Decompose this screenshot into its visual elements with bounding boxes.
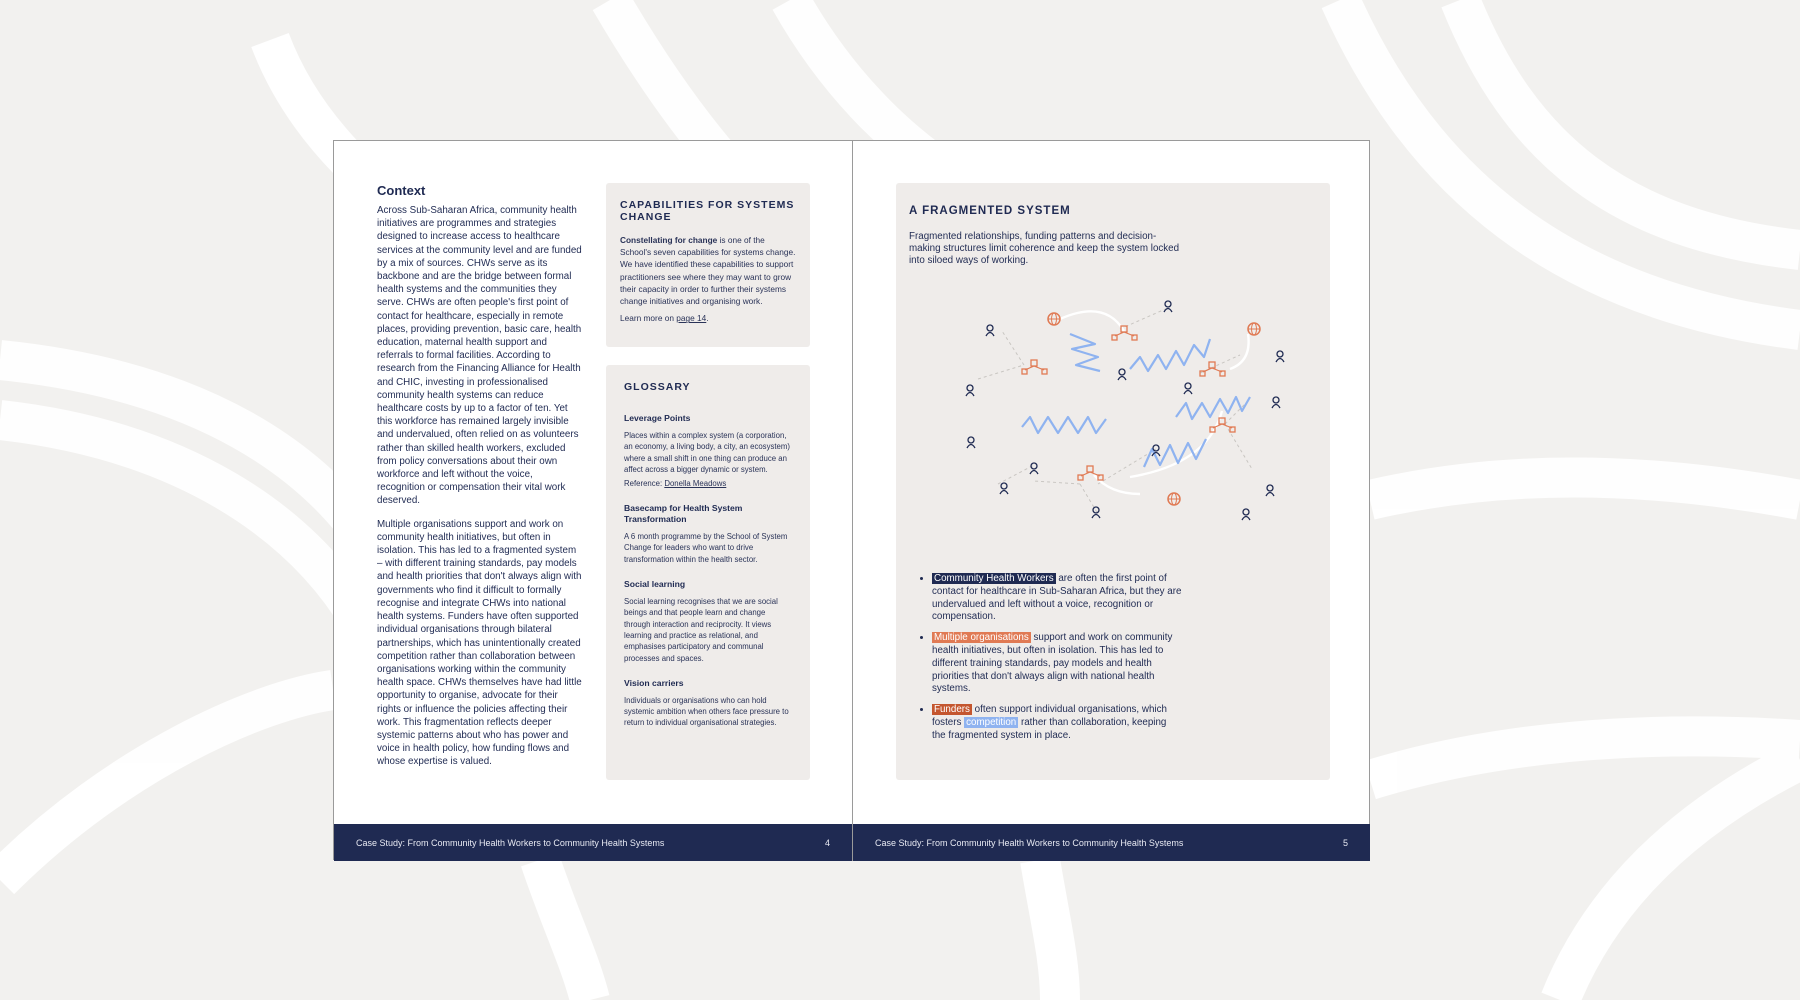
person-icon [1266,485,1274,496]
person-icon [1030,463,1038,474]
page-number: 4 [824,837,830,848]
glossary-term: Leverage Points [624,413,691,423]
context-heading: Context [377,183,426,198]
highlight-chw: Community Health Workers [934,573,1054,584]
document-spread [333,140,1370,860]
capabilities-title: CAPABILITIES FOR SYSTEMS CHANGE [620,199,795,223]
glossary-definition: Places within a complex system (a corporation, an economy, a living body, a city, an ecosystem) where a small shift in one thing can produce an affect across a bigger dynamic or system. [624,431,790,474]
network-icon [1112,326,1137,340]
person-icon [966,385,974,396]
bullet-text: are often the first point of contact for healthcare in Sub-Saharan Africa, but they are undervalued and left without a voice, recognition or compensation. [932,573,1182,623]
globe-icon [1048,313,1060,325]
glossary-item-leverage [624,413,792,488]
bullet-funders [932,704,1182,742]
capabilities-learn-more [620,312,796,324]
footer-right [853,824,1370,861]
globe-icon [1168,493,1180,505]
person-icon [1276,351,1284,362]
person-icon [986,325,994,336]
reference-prefix: Reference: [624,479,665,489]
glossary-item-social-learning [624,579,792,664]
bullet-organisations [932,632,1182,696]
bullet-text: rather than collaboration, keeping the fragmented system in place. [932,716,1167,741]
glossary-definition: Social learning recognises that we are social beings and that people learn and change through interaction and reciprocity. It views learning and practice as relational, and emphasises participatory and communal processes and spaces. [624,597,778,663]
fragmented-intro: Fragmented relationships, funding patterns and decision-making structures limit coherence and keep the system locked into siloed ways of working. [909,231,1180,267]
glossary-term: Vision carriers [624,677,684,688]
glossary-definition: A 6 month programme by the School of System Change for leaders who want to drive transformation within the health sector. [624,532,788,564]
highlight-organisations: Multiple organisations [934,632,1029,644]
page-number: 5 [1342,837,1348,848]
footer-left [334,824,852,861]
highlight-funders: Funders [934,704,970,716]
glossary-term: Social learning [624,579,686,590]
person-icon [1164,301,1172,312]
context-paragraph-2: Multiple organisations support and work on community health initiatives, but often in isolation. This has led to a fragmented system – with different training standards, pay models and health priorities that don't always align with governments who find it difficult to formally recognise and integrate CHWs into national health systems. Funders have often supported individual organisations through bilateral partnerships, which has unintentionally created competition rather than collaboration between organisations working within the community health space. CHWs themselves have had little opportunity to organise, advocate for their rights or influence the policies affecting their work. This fragmentation reflects deeper systemic patterns about who has power and voice in health policy, how funding flows and whose expertise is valued. [377,518,582,768]
highlight-competition: competition [966,716,1017,728]
capabilities-body-text: is one of the School's seven capabilities for systems change. We have identified these capabilities to support practitioners see where they may want to grow their capacity in order to further their systems change initiatives and organising work. [620,235,796,307]
person-icon [1000,483,1008,494]
bullet-chw [932,573,1182,624]
person-icon [1184,383,1192,394]
donella-meadows-link[interactable]: Donella Meadows [664,479,727,489]
glossary-definition: Individuals or organisations who can hold systemic ambition when others face pressure to return to individual organisational strategies. [624,695,789,728]
bullet-text: support and work on community health initiatives, but often in isolation. This has led to different training standards, pay models and health priorities that don't always align with national health systems. [932,632,1173,695]
context-section [377,183,583,779]
person-icon [1118,369,1126,380]
learn-more-suffix: . [706,313,709,324]
footer-title: Case Study: From Community Health Workers to Community Health Systems [356,837,665,848]
network-icon [1078,466,1103,480]
footer-title: Case Study: From Community Health Workers to Community Health Systems [875,837,1184,848]
glossary-item-basecamp [624,503,792,565]
glossary-title: GLOSSARY [624,381,691,393]
person-icon [967,437,975,448]
context-paragraph-1: Across Sub-Saharan Africa, community health initiatives are programmes and strategies designed to increase access to healthcare services at the community level and are funded by a mix of sources. CHWs serve as its backbone and are the bridge between formal health systems and the communities they serve. CHWs are often people's first point of contact for healthcare, especially in remote places, providing prevention, basic care, health education, maternal health support and referrals to formal facilities. According to research from the Financing Alliance for Health and CHIC, investing in professionalised community health systems can reduce healthcare costs by up to a factor of ten. Yet this workforce has remained largely invisible and undervalued, often relied on as volunteers rather than skilled health workers, excluded from policy conversations about their own workforce and left without the voice, recognition or compensation their vital work deserved. [377,205,582,507]
glossary-term: Basecamp for Health System Transformation [624,503,743,525]
fragmented-title: A FRAGMENTED SYSTEM [909,205,1071,217]
network-icon [1200,362,1225,376]
page-5 [852,141,1370,861]
fragmented-bullets [918,573,1182,751]
glossary-reference [624,479,792,488]
glossary-box [606,365,810,780]
fragmented-system-diagram [930,299,1300,549]
person-icon [1242,509,1250,520]
person-icon [1092,507,1100,518]
capabilities-box [606,183,810,347]
bullet-text: often support individual organisations, which fosters [932,704,1167,728]
fragmented-system-box [896,183,1330,780]
page-4 [334,141,852,861]
person-icon [1272,397,1280,408]
capabilities-bold-lead: Constellating for change [620,235,718,245]
page-14-link[interactable]: page 14 [676,313,707,324]
glossary-item-vision-carriers [624,678,792,729]
globe-icon [1248,323,1260,335]
learn-more-prefix: Learn more on [620,313,677,324]
capabilities-body [620,234,796,307]
network-icon [1022,360,1047,374]
